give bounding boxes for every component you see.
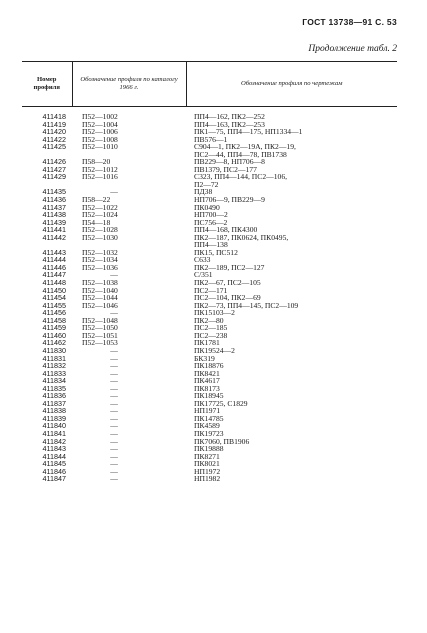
- table-row: [22, 422, 397, 430]
- profile-number-cell: 411462: [42, 339, 66, 347]
- table-row: [22, 324, 397, 332]
- catalog-designation-cell: [72, 151, 186, 159]
- drawing-designation-cell: ПП4—138: [194, 241, 228, 249]
- table-row: [22, 158, 397, 166]
- catalog-designation-cell: —: [110, 414, 118, 423]
- profile-number-cell: 411418: [42, 113, 66, 121]
- catalog-designation-cell: —: [110, 271, 118, 280]
- drawing-designation-cell: НП1972: [194, 467, 221, 476]
- drawing-designation-cell: НП1971: [194, 407, 221, 415]
- catalog-designation-cell: [72, 241, 186, 249]
- profile-number-cell: 411846: [42, 467, 66, 476]
- table-row: [22, 121, 397, 129]
- column-header-number: Номер профиля: [22, 62, 72, 107]
- profile-number-cell: 411847: [42, 475, 66, 483]
- catalog-designation-cell: П52—1002: [82, 113, 118, 121]
- table-row: [22, 453, 397, 461]
- drawing-designation-cell: ПД38: [194, 188, 213, 197]
- catalog-designation-cell: П52—1048: [82, 316, 118, 325]
- table-body: [22, 107, 397, 483]
- drawing-designation-cell: ПК17725, С1829: [194, 399, 248, 408]
- catalog-designation-cell: П52—1010: [82, 143, 118, 151]
- catalog-designation-cell: П52—1036: [82, 263, 118, 272]
- catalog-designation-cell: —: [110, 384, 118, 393]
- table-row: [22, 287, 397, 295]
- catalog-designation-cell: П52—1008: [82, 135, 118, 144]
- drawing-designation-cell: ПК7060, ПВ1906: [194, 437, 250, 446]
- table-row: [22, 188, 397, 196]
- catalog-designation-cell: П52—1051: [82, 331, 118, 340]
- profile-number-cell: [22, 151, 72, 159]
- profile-number-cell: 411437: [42, 203, 66, 212]
- table-row: [22, 362, 397, 370]
- catalog-designation-cell: —: [110, 362, 118, 370]
- catalog-designation-cell: —: [110, 460, 118, 468]
- table-row: [22, 211, 397, 219]
- drawing-designation-cell: НП706—9, ПВ229—9: [194, 196, 265, 204]
- profile-number-cell: 411843: [42, 445, 66, 453]
- catalog-designation-cell: —: [110, 354, 118, 363]
- profile-number-cell: 411429: [42, 173, 66, 181]
- table-row: [22, 445, 397, 453]
- catalog-designation-cell: —: [110, 377, 118, 385]
- profile-number-cell: 411841: [42, 429, 66, 438]
- profile-number-cell: 411419: [42, 120, 66, 129]
- catalog-designation-cell: П52—1012: [82, 165, 118, 174]
- table-row: [22, 347, 397, 355]
- drawing-designation-cell: ПК15103—2: [194, 309, 235, 317]
- drawing-designation-cell: ПК2—73, ПП4—145, ПС2—109: [194, 301, 299, 310]
- table-row: [22, 136, 397, 144]
- profile-number-cell: 411840: [42, 422, 66, 430]
- drawing-designation-cell: ПК2—189, ПС2—127: [194, 263, 265, 272]
- drawing-designation-cell: ПК1781: [194, 339, 220, 347]
- drawing-designation-cell: ПК1—75, ПП4—175, НП1334—1: [194, 128, 303, 136]
- drawing-designation-cell: ПП4—163, ПК2—253: [194, 120, 265, 129]
- profile-number-cell: 411456: [42, 309, 66, 317]
- table-row: [22, 128, 397, 136]
- drawing-designation-cell: ПС2—44, ПП4—78, ПВ1738: [194, 150, 287, 159]
- drawing-designation-cell: ПС2—104, ПК2—69: [194, 294, 261, 302]
- drawing-designation-cell: ПК2—80: [194, 316, 224, 325]
- profile-number-cell: 411454: [42, 294, 66, 302]
- profile-number-cell: 411444: [42, 256, 66, 264]
- catalog-designation-cell: —: [110, 399, 118, 408]
- drawing-designation-cell: ПВ229—8, НП706—8: [194, 158, 265, 166]
- table-row: [22, 355, 397, 363]
- table-row: [22, 468, 397, 476]
- profile-number-cell: 411842: [42, 437, 66, 446]
- table-row: [22, 279, 397, 287]
- drawing-designation-cell: ПК19723: [194, 429, 224, 438]
- table-row: [22, 249, 397, 257]
- profile-number-cell: 411443: [42, 248, 66, 257]
- table-row: [22, 219, 397, 227]
- table-row: [22, 475, 397, 483]
- drawing-designation-cell: ПК4617: [194, 377, 220, 385]
- profile-number-cell: 411838: [42, 407, 66, 415]
- table-continuation-label: Продолжение табл. 2: [308, 44, 397, 54]
- table-row: [22, 113, 397, 121]
- profile-number-cell: 411459: [42, 324, 66, 332]
- column-header-drawings: Обозначение профиля по чертежам: [186, 62, 397, 107]
- profile-number-cell: 411426: [42, 158, 66, 166]
- table-row: [22, 430, 397, 438]
- drawing-designation-cell: ПК15, ПС512: [194, 248, 238, 257]
- table-header-row: [22, 62, 397, 107]
- profile-number-cell: 411831: [42, 354, 66, 363]
- table-row: [22, 196, 397, 204]
- profile-number-cell: 411425: [42, 143, 66, 151]
- table-row: [22, 317, 397, 325]
- drawing-designation-cell: ПК0490: [194, 203, 220, 212]
- profile-number-cell: 411435: [42, 188, 66, 197]
- profile-number-cell: 411450: [42, 286, 66, 295]
- catalog-designation-cell: —: [110, 467, 118, 476]
- catalog-designation-cell: —: [110, 422, 118, 430]
- drawing-designation-cell: ПК4589: [194, 422, 220, 430]
- drawing-designation-cell: С323, ПП4—144, ПС2—106,: [194, 173, 288, 181]
- table-row: [22, 302, 397, 310]
- profile-number-cell: 411455: [42, 301, 66, 310]
- table-row: [22, 234, 397, 242]
- drawing-designation-cell: С/351: [194, 271, 213, 280]
- profile-number-cell: 411836: [42, 392, 66, 400]
- drawing-designation-cell: НП700—2: [194, 211, 228, 219]
- catalog-designation-cell: —: [110, 429, 118, 438]
- catalog-designation-cell: П58—22: [82, 196, 111, 204]
- catalog-designation-cell: П58—20: [82, 158, 111, 166]
- catalog-designation-cell: —: [110, 407, 118, 415]
- table-row: [22, 415, 397, 423]
- drawing-designation-cell: ПС2—185: [194, 324, 228, 332]
- profile-table: [22, 61, 397, 483]
- profile-number-cell: 411460: [42, 331, 66, 340]
- catalog-designation-cell: П54—18: [82, 218, 111, 227]
- drawing-designation-cell: ПС756—2: [194, 218, 228, 227]
- catalog-designation-cell: —: [110, 452, 118, 461]
- catalog-designation-cell: П52—1044: [82, 294, 118, 302]
- drawing-designation-cell: ПК2—187, ПК0624, ПК0495,: [194, 233, 289, 242]
- profile-number-cell: 411436: [42, 196, 66, 204]
- catalog-designation-cell: —: [110, 475, 118, 483]
- drawing-designation-cell: ПК8421: [194, 369, 220, 378]
- profile-number-cell: [22, 241, 72, 249]
- profile-number-cell: 411833: [42, 369, 66, 378]
- table-row: [22, 370, 397, 378]
- catalog-designation-cell: —: [110, 392, 118, 400]
- catalog-designation-cell: П52—1004: [82, 120, 118, 129]
- catalog-designation-cell: П52—1040: [82, 286, 118, 295]
- drawing-designation-cell: ПС2—171: [194, 286, 228, 295]
- catalog-designation-cell: П52—1028: [82, 226, 118, 234]
- drawing-designation-cell: ПК8271: [194, 452, 220, 461]
- profile-number-cell: 411420: [42, 128, 66, 136]
- drawing-designation-cell: П2—72: [194, 180, 219, 189]
- drawing-designation-cell: ПК19524—2: [194, 346, 235, 355]
- table-row: [22, 143, 397, 151]
- profile-number-cell: 411427: [42, 165, 66, 174]
- profile-number-cell: 411830: [42, 346, 66, 355]
- profile-number-cell: 411448: [42, 279, 66, 287]
- catalog-designation-cell: П52—1032: [82, 248, 118, 257]
- drawing-designation-cell: ПК18876: [194, 362, 224, 370]
- table-row: [22, 166, 397, 174]
- catalog-designation-cell: —: [110, 346, 118, 355]
- catalog-designation-cell: П52—1050: [82, 324, 118, 332]
- table-row: [22, 400, 397, 408]
- profile-number-cell: 411446: [42, 263, 66, 272]
- drawing-designation-cell: ПК8173: [194, 384, 220, 393]
- catalog-designation-cell: П52—1024: [82, 211, 118, 219]
- catalog-designation-cell: П52—1034: [82, 256, 118, 264]
- table-row: [22, 151, 397, 159]
- profile-number-cell: 411837: [42, 399, 66, 408]
- drawing-designation-cell: БК319: [194, 354, 215, 363]
- table-row: [22, 241, 397, 249]
- profile-number-cell: 411439: [42, 218, 66, 227]
- profile-number-cell: 411438: [42, 211, 66, 219]
- profile-number-cell: [22, 181, 72, 189]
- table-row: [22, 173, 397, 181]
- drawing-designation-cell: ПК19888: [194, 445, 224, 453]
- table-row: [22, 204, 397, 212]
- catalog-designation-cell: —: [110, 188, 118, 197]
- drawing-designation-cell: ПК8021: [194, 460, 220, 468]
- drawing-designation-cell: С633: [194, 256, 211, 264]
- table-row: [22, 339, 397, 347]
- profile-number-cell: 411422: [42, 135, 66, 144]
- drawing-designation-cell: С904—1, ПК2—19А, ПК2—19,: [194, 143, 296, 151]
- profile-number-cell: 411458: [42, 316, 66, 325]
- table-row: [22, 309, 397, 317]
- column-header-catalog: Обозначение профиля по каталогу 1966 г.: [72, 62, 186, 107]
- catalog-designation-cell: —: [110, 309, 118, 317]
- table-row: [22, 256, 397, 264]
- profile-number-cell: 411442: [42, 233, 66, 242]
- drawing-designation-cell: ПВ576—1: [194, 135, 228, 144]
- catalog-designation-cell: —: [110, 437, 118, 446]
- drawing-designation-cell: ПК2—67, ПС2—105: [194, 279, 261, 287]
- table-row: [22, 392, 397, 400]
- drawing-designation-cell: ПВ1379, ПС2—177: [194, 165, 257, 174]
- table-row: [22, 407, 397, 415]
- catalog-designation-cell: —: [110, 369, 118, 378]
- profile-number-cell: 411834: [42, 377, 66, 385]
- profile-number-cell: 411844: [42, 452, 66, 461]
- catalog-designation-cell: П52—1038: [82, 279, 118, 287]
- table-row: [22, 438, 397, 446]
- table-row: [22, 332, 397, 340]
- profile-number-cell: 411441: [42, 226, 66, 234]
- profile-number-cell: 411845: [42, 460, 66, 468]
- catalog-designation-cell: П52—1030: [82, 233, 118, 242]
- table-row: [22, 294, 397, 302]
- catalog-designation-cell: П52—1022: [82, 203, 118, 212]
- profile-number-cell: 411835: [42, 384, 66, 393]
- profile-number-cell: 411447: [42, 271, 66, 280]
- page-header: ГОСТ 13738—91 С. 53: [302, 17, 397, 27]
- table-row: [22, 377, 397, 385]
- catalog-designation-cell: П52—1006: [82, 128, 118, 136]
- catalog-designation-cell: —: [110, 445, 118, 453]
- drawing-designation-cell: ПК14785: [194, 414, 224, 423]
- catalog-designation-cell: [72, 181, 186, 189]
- table-row: [22, 181, 397, 189]
- table-row: [22, 271, 397, 279]
- drawing-designation-cell: ПП4—168, ПК4300: [194, 226, 258, 234]
- table-row: [22, 226, 397, 234]
- profile-number-cell: 411839: [42, 414, 66, 423]
- catalog-designation-cell: П52—1016: [82, 173, 118, 181]
- table-row: [22, 385, 397, 393]
- drawing-designation-cell: НП1982: [194, 475, 221, 483]
- drawing-designation-cell: ПП4—162, ПК2—252: [194, 113, 265, 121]
- drawing-designation-cell: ПС2—238: [194, 331, 228, 340]
- table-row: [22, 460, 397, 468]
- catalog-designation-cell: П52—1053: [82, 339, 118, 347]
- catalog-designation-cell: П52—1046: [82, 301, 118, 310]
- table-row: [22, 264, 397, 272]
- drawing-designation-cell: ПК18945: [194, 392, 224, 400]
- profile-number-cell: 411832: [42, 362, 66, 370]
